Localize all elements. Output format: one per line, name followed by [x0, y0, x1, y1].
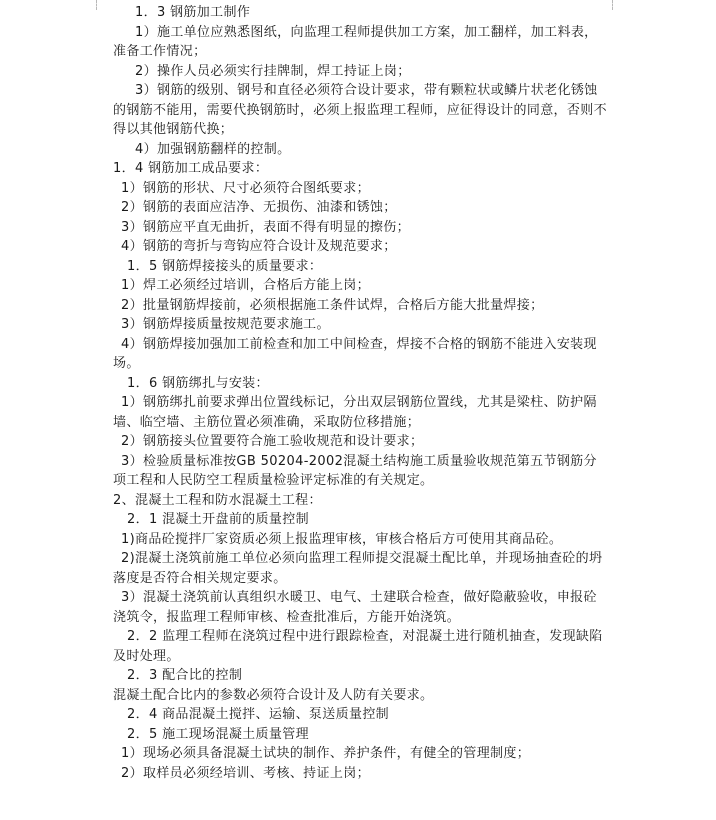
- paragraph: 2）批量钢筋焊接前，必须根据施工条件试焊，合格后方能大批量焊接；: [121, 297, 544, 313]
- paragraph: 1）钢筋绑扎前要求弹出位置线标记，分出双层钢筋位置线，尤其是梁柱、防护隔墙、临空墙、主筋位置必须准确，采取防位移措施；: [113, 395, 597, 430]
- heading-2: 2、混凝土工程和防水混凝土工程：: [113, 492, 322, 508]
- paragraph: 1）施工单位应熟悉图纸，向监理工程师提供加工方案，加工翻样，加工料表，准备工作情况；: [113, 24, 598, 59]
- paragraph: 3）混凝土浇筑前认真组织水暖卫、电气、土建联合检查，做好隐蔽验收，申报砼浇筑令，报监理工程师审核、检查批准后，方能开始浇筑。: [113, 590, 597, 625]
- heading-2-5: 2．5 施工现场混凝土质量管理: [127, 726, 309, 742]
- paragraph: 2）操作人员必须实行挂牌制，焊工持证上岗；: [135, 63, 411, 79]
- margin-marker-left: [96, 0, 98, 10]
- paragraph: 2)混凝土浇筑前施工单位必须向监理工程师提交混凝土配比单，并现场抽查砼的坍落度是否符合相关规定要求。: [113, 551, 603, 586]
- paragraph: 2）钢筋的表面应洁净、无损伤、油漆和锈蚀；: [121, 200, 397, 215]
- paragraph: 4）钢筋的弯折与弯钩应符合设计及规范要求；: [121, 239, 397, 254]
- heading-1-4: 1．4 钢筋加工成品要求：: [113, 161, 269, 176]
- paragraph: 3）检验质量标准按GB 50204-2002混凝土结构施工质量验收规范第五节钢筋分项工程和人民防空工程质量检验评定标准的有关规定。: [113, 453, 597, 488]
- margin-marker-right: [612, 0, 614, 10]
- paragraph: 1）钢筋的形状、尺寸必须符合图纸要求；: [121, 180, 370, 196]
- heading-1-3: 1．3 钢筋加工制作: [135, 5, 251, 20]
- paragraph: 4）加强钢筋翻样的控制。: [135, 141, 291, 157]
- paragraph: 3）钢筋焊接质量按规范要求施工。: [121, 317, 330, 332]
- heading-1-5: 1．5 钢筋焊接接头的质量要求：: [127, 258, 323, 274]
- document-body: [113, 3, 608, 783]
- paragraph: 1)商品砼搅拌厂家资质必须上报监理审核，审核合格后方可使用其商品砼。: [121, 531, 563, 547]
- paragraph: 2）取样员必须经培训、考核、持证上岗；: [121, 765, 370, 781]
- paragraph: 1）现场必须具备混凝土试块的制作、养护条件，有健全的管理制度；: [121, 746, 531, 761]
- paragraph: 3）钢筋应平直无曲折，表面不得有明显的擦伤；: [121, 219, 410, 235]
- paragraph: 3）钢筋的级别、钢号和直径必须符合设计要求，带有颗粒状或鳞片状老化锈蚀的钢筋不能用，需要代换钢筋时，必须上报监理工程师，应征得设计的同意，否则不得以其他钢筋代换；: [113, 83, 607, 137]
- heading-2-1: 2．1 混凝土开盘前的质量控制: [127, 512, 309, 527]
- heading-2-4: 2．4 商品混凝土搅拌、运输、泵送质量控制: [127, 707, 390, 722]
- paragraph: 混凝土配合比内的参数必须符合设计及人防有关要求。: [113, 687, 434, 703]
- heading-2-3: 2．3 配合比的控制: [127, 668, 243, 683]
- paragraph: 2）钢筋接头位置要符合施工验收规范和设计要求；: [121, 434, 424, 449]
- paragraph: 1）焊工必须经过培训，合格后方能上岗；: [121, 278, 370, 293]
- heading-1-6: 1．6 钢筋绑扎与安装：: [127, 375, 269, 391]
- heading-2-2: 2．2 监理工程师在浇筑过程中进行跟踪检查，对混凝土进行随机抽查，发现缺陷及时处理。: [113, 629, 603, 664]
- paragraph: 4）钢筋焊接加强加工前检查和加工中间检查，焊接不合格的钢筋不能进入安装现场。: [113, 336, 597, 371]
